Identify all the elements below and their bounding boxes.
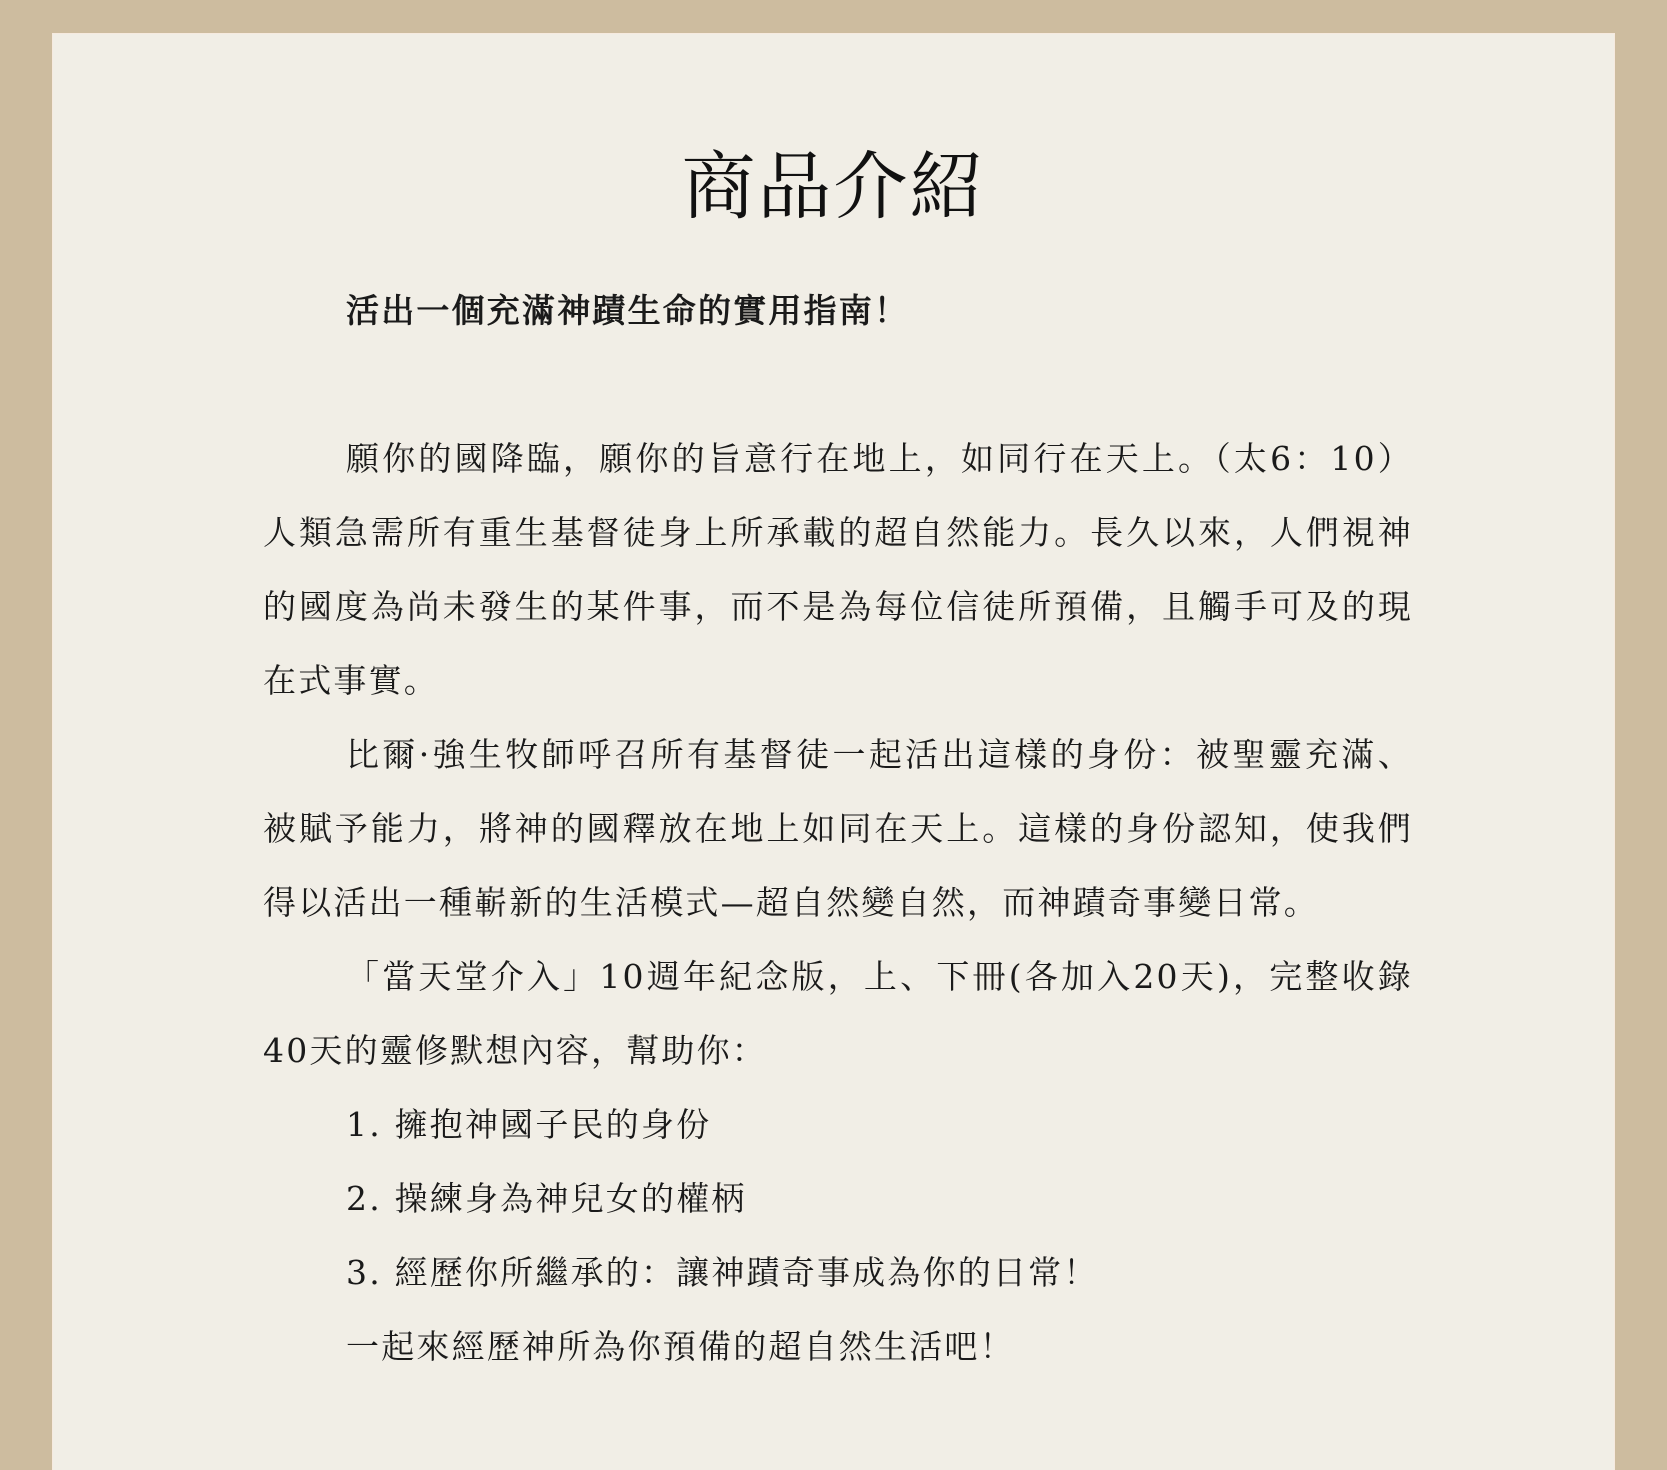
list-item: 3. 經歷你所繼承的：讓神蹟奇事成為你的日常！ [346,1253,1099,1292]
subtitle: 活出一個充滿神蹟生命的實用指南！ [346,291,910,330]
spacer [263,348,1413,422]
paragraph-edition-info: 「當天堂介入」10週年紀念版，上、下冊(各加入20天)，完整收錄40天的靈修默想內容，幫助你： [263,957,1413,1070]
list-item: 1. 擁抱神國子民的身份 [346,1105,712,1144]
closing-line: 一起來經歷神所為你預備的超自然生活吧！ [346,1327,1015,1366]
product-description-panel [52,33,1615,1470]
description-content [263,274,1413,1384]
paragraph-author-call: 比爾·強生牧師呼召所有基督徒一起活出這樣的身份：被聖靈充滿、被賦予能力，將神的國釋放在地上如同在天上。這樣的身份認知，使我們得以活出一種嶄新的生活模式—超自然變自然，而神蹟奇事變日常。 [263,735,1413,922]
benefits-list [263,1088,1413,1310]
list-item: 2. 操練身為神兒女的權柄 [346,1179,747,1218]
page-title: 商品介紹 [681,144,986,230]
paragraph-scripture-intro: 願你的國降臨，願你的旨意行在地上，如同行在天上。（太6：10）人類急需所有重生基督徒身上所承載的超自然能力。長久以來，人們視神的國度為尚未發生的某件事，而不是為每位信徒所預備，且觸手可及的現在式事實。 [263,439,1413,700]
